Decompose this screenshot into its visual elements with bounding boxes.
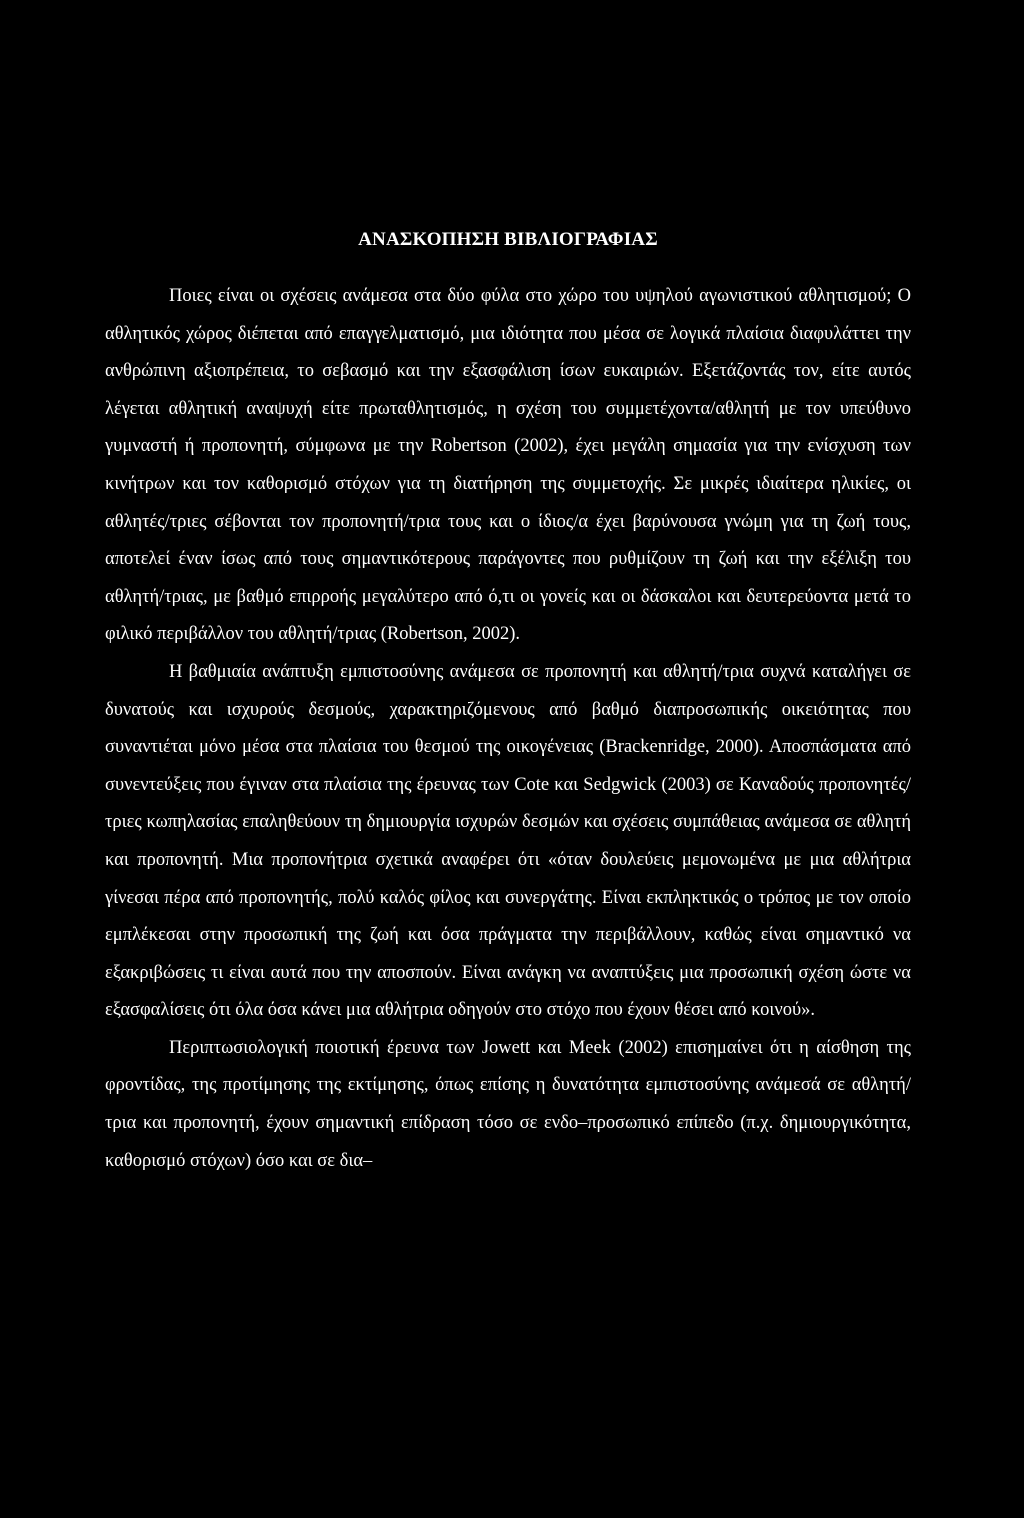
paragraph-1: Ποιες είναι οι σχέσεις ανάμεσα στα δύο φύλα στο χώρο του υψηλού αγωνιστικού αθλητισμού; Ο αθλητικός χώρος διέπεται από επαγγελματισμό, μια ιδιότητα που μέσα σε λογικά πλαίσια διαφυλάττει την ανθρώπινη αξιοπρέπεια, το σεβασμό και την εξασφάλιση ίσων ευκαιριών. Εξετάζοντάς τον, είτε αυτός λέγεται αθλητική αναψυχή είτε πρωταθλητισμός, η σχέση του συμμετέχοντα/αθλητή με τον υπεύθυνο γυμναστή ή προπονητή, σύμφωνα με την Robertson (2002), έχει μεγάλη σημασία για την ενίσχυση των κινήτρων και τον καθορισμό στόχων για τη διατήρηση της συμμετοχής. Σε μικρές ιδιαίτερα ηλικίες, οι αθλητές/τριες σέβονται τον προπονητή/τρια τους και ο ίδιος/α έχει βαρύνουσα γνώμη για τη ζωή τους, αποτελεί έναν ίσως από τους σημαντικότερους παράγοντες που ρυθμίζουν τη ζωή και την εξέλιξη του αθλητή/τριας, με βαθμό επιρροής μεγαλύτερο από ό,τι οι γονείς και οι δάσκαλοι και δευτερεύοντα μετά το φιλικό περιβάλλον του αθλητή/τριας (Robertson, 2002). [105, 286, 911, 645]
document-page [105, 224, 911, 1180]
paragraph-2: Η βαθμιαία ανάπτυξη εμπιστοσύνης ανάμεσα σε προπονητή και αθλητή/τρια συχνά καταλήγει σε δυνατούς και ισχυρούς δεσμούς, χαρακτηριζόμενους από βαθμό διαπροσωπικής οικειότητας που συναντιέται μόνο μέσα στα πλαίσια του θεσμού της οικογένειας (Brackenridge, 2000). Αποσπάσματα από συνεντεύξεις που έγιναν στα πλαίσια της έρευνας των Cote και Sedgwick (2003) σε Καναδούς προπονητές/τριες κωπηλασίας επαληθεύουν τη δημιουργία ισχυρών δεσμών και σχέσεις συμπάθειας ανάμεσα σε αθλητή και προπονητή. Μια προπονήτρια σχετικά αναφέρει ότι «όταν δουλεύεις μεμονωμένα με μια αθλήτρια γίνεσαι πέρα από προπονητής, πολύ καλός φίλος και συνεργάτης. Είναι εκπληκτικός ο τρόπος με τον οποίο εμπλέκεσαι στην προσωπική της ζωή και όσα πράγματα την περιβάλλουν, καθώς είναι σημαντικό να εξακριβώσεις τι είναι αυτά που την αποσπούν. Είναι ανάγκη να αναπτύξεις μια προσωπική σχέση ώστε να εξασφαλίσεις ότι όλα όσα κάνει μια αθλήτρια οδηγούν στο στόχο που έχουν θέσει από κοινού». [105, 661, 911, 1021]
paragraph-3: Περιπτωσιολογική ποιοτική έρευνα των Jowett και Meek (2002) επισημαίνει ότι η αίσθηση της φροντίδας, της προτίμησης της εκτίμησης, όπως επίσης η δυνατότητα εμπιστοσύνης ανάμεσά σε αθλητή/τρια και προπονητή, έχουν σημαντική επίδραση τόσο σε ενδο–προσωπικό επίπεδο (π.χ. δημιουργικότητα, καθορισμό στόχων) όσο και σε δια– [105, 1037, 911, 1171]
section-heading: ΑΝΑΣΚΟΠΗΣΗ ΒΙΒΛΙΟΓΡΑΦΙΑΣ [358, 229, 658, 250]
